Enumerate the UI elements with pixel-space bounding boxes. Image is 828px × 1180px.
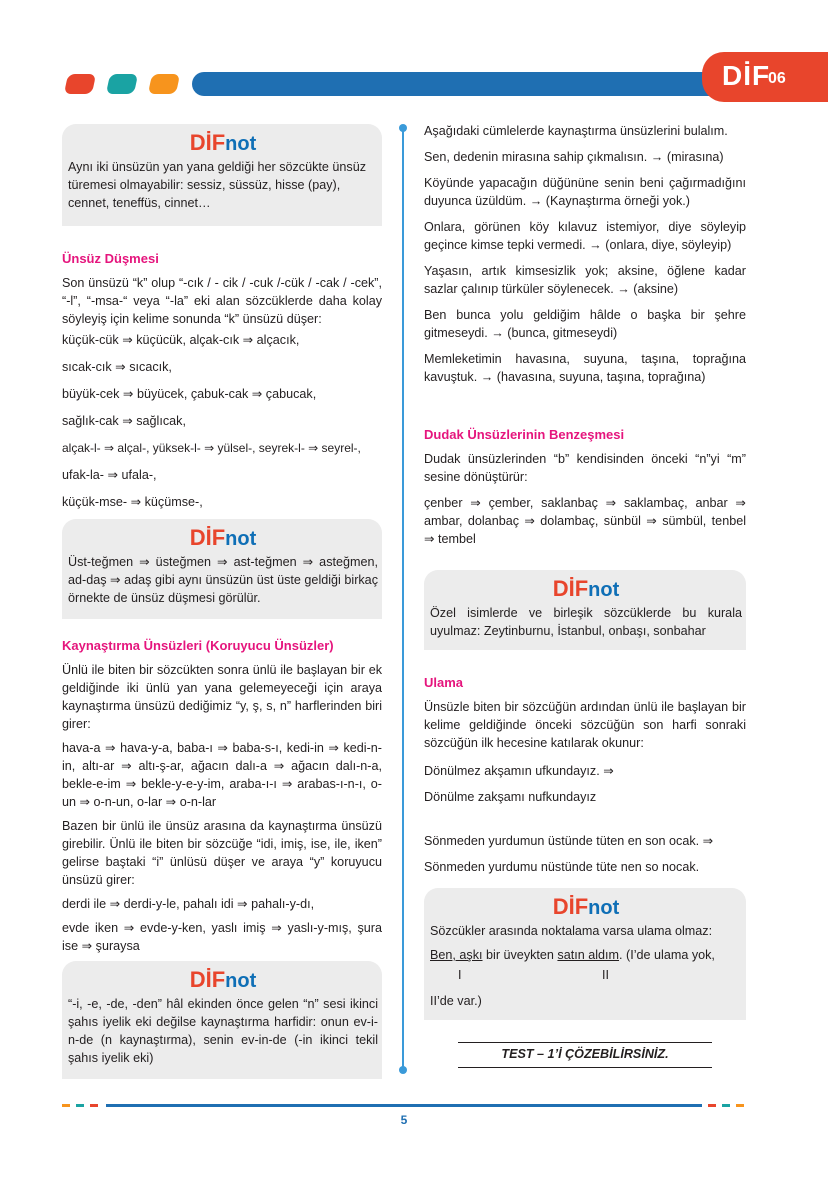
footer-bar	[106, 1104, 702, 1107]
paragraph: çenber ⇒ çember, saklanbaç ⇒ saklambaç, anbar ⇒ ambar, dolanbaç ⇒ dolambaç, sünbül ⇒ sümbül, tenbel ⇒ tembel	[424, 496, 746, 546]
note-box	[62, 519, 382, 619]
example-line: alçak-l- ⇒ alçal-, yüksek-l- ⇒ yülsel-, seyrek-l- ⇒ seyrel-,	[62, 441, 361, 455]
header-bar	[192, 72, 752, 96]
paragraph: hava-a ⇒ hava-y-a, baba-ı ⇒ baba-s-ı, kedi-in ⇒ kedi-n-in, altı-ar ⇒ altı-ş-ar, ağacın dalı-a ⇒ ağacın dalı-n-a, bekle-e-im ⇒ bekle-y-e-y-im, araba-ı-ı ⇒ arabas-ı-n-ı, o-un ⇒ o-n-un, o-lar ⇒ o-n-lar	[62, 741, 382, 809]
example-line: sağlık-cak ⇒ sağlıcak,	[62, 414, 186, 428]
section-title: Kaynaştırma Ünsüzleri (Koruyucu Ünsüzler)	[62, 638, 334, 653]
note-text: Özel isimlerde ve birleşik sözcüklerde bu kurala uyulmaz: Zeytinburnu, İstanbul, onbaşı, sonbahar	[430, 606, 742, 638]
left-column	[62, 124, 382, 1089]
example-line: sıcak-cık ⇒ sıcacık,	[62, 360, 172, 374]
sentence: Yaşasın, artık kimsesizlik yok; aksine, öğlene kadar sazlar çalınıp türküler söylenecek. → (aksine)	[424, 264, 746, 296]
example-phrase-1: Ben, aşkı	[430, 948, 483, 962]
note-box	[424, 570, 746, 650]
header-tab-teal	[106, 74, 138, 94]
note-text: Aynı iki ünsüzün yan yana geldiği her sözcükte ünsüz türemesi olmayabilir: sessiz, süssüz, hisse (pay), cennet, teneffüs, cinnet…	[68, 160, 367, 210]
difnot-logo: DİFnot	[552, 894, 620, 919]
note-box	[62, 961, 382, 1079]
example-line: ufak-la- ⇒ ufala-,	[62, 468, 157, 482]
paragraph: Son ünsüzü “k” olup “-cık / - cik / -cuk /-cük / -cak / -cek”, “-l”, “-msa-“ veya “-la” eki alan sözcüklerde daha kolay söyleyiş için kelime sonunda “k” ünsüzü düşer:	[62, 276, 382, 326]
note-text: Üst-teğmen ⇒ üsteğmen ⇒ ast-teğmen ⇒ asteğmen, ad-daş ⇒ adaş gibi aynı ünsüzün üst üste geldiği birkaç örnekte de ünsüz düşmesi görülür.	[68, 555, 378, 605]
sentence: Onlara, görünen köy kılavuz istemiyor, diye söyleyip geçince kimse tepki vermedi. → (onlara, diye, söyleyip)	[424, 220, 746, 252]
paragraph: Dudak ünsüzlerinden “b” kendisinden önceki “n”yi “m” sesine dönüştürür:	[424, 452, 746, 484]
note-text: “-i, -e, -de, -den” hâl ekinden önce gelen “n” sesi ikinci şahıs iyelik eki değilse kaynaştırma harfidir: onun ev-i-n-de (n kaynaştırma), senin ev-in-de (-in ikinci tekil şahıs iyelik eki)	[68, 997, 378, 1065]
note-box	[62, 124, 382, 226]
test-rule-top	[458, 1042, 712, 1043]
example-line: büyük-cek ⇒ büyücek, çabuk-cak ⇒ çabucak,	[62, 387, 317, 401]
marker-one: I	[458, 968, 462, 982]
example-line: küçük-mse- ⇒ küçümse-,	[62, 495, 203, 509]
roman-markers	[430, 970, 742, 986]
difnot-logo: DİFnot	[189, 525, 257, 550]
example-line: küçük-cük ⇒ küçücük, alçak-cık ⇒ alçacık,	[62, 333, 300, 347]
footer-dash-red	[90, 1104, 98, 1107]
sentence: Ben bunca yolu geldiğim hâlde o başka bir şehre gitmeseydi. → (bunca, gitmeseydi)	[424, 308, 746, 340]
example-line: Dönülmez akşamın ufkundayız. ⇒	[424, 764, 614, 778]
example-phrase-2: satın aldım	[557, 948, 620, 962]
footer-dash-red	[708, 1104, 716, 1107]
header-tab-red	[64, 74, 96, 94]
section-title: Ulama	[424, 675, 464, 690]
page-code: 06	[768, 70, 786, 87]
sentence: Memleketimin havasına, suyuna, taşına, toprağına kavuştuk. → (havasına, suyuna, taşına, toprağına)	[424, 352, 746, 384]
paragraph: Bazen bir ünlü ile ünsüz arasına da kaynaştırma ünsüzü girebilir. Ünlü ile biten bir sözcüğe “idi, imiş, ise, ile, iken” gelirse baştaki “i” ünlüsü düşer ve araya “y” koruyucu ünsüzü girer:	[62, 819, 382, 887]
header-tab-orange	[148, 74, 180, 94]
paragraph: evde iken ⇒ evde-y-ken, yaslı imiş ⇒ yaslı-y-mış, şura ise ⇒ şuraysa	[62, 921, 382, 953]
right-column	[424, 122, 746, 1030]
sentence: Sen, dedenin mirasına sahip çıkmalısın. → (mirasına)	[424, 150, 724, 164]
example-line: Sönmeden yurdumun üstünde tüten en son ocak. ⇒	[424, 834, 714, 848]
footer-dash-teal	[722, 1104, 730, 1107]
section-title: Ünsüz Düşmesi	[62, 251, 159, 266]
note-text: Sözcükler arasında noktalama varsa ulama olmaz:	[430, 924, 713, 938]
divider-dot-bottom	[399, 1066, 407, 1074]
footer-dash-orange	[736, 1104, 744, 1107]
test-rule-bottom	[458, 1067, 712, 1068]
paragraph: Aşağıdaki cümlelerde kaynaştırma ünsüzlerini bulalım.	[424, 124, 728, 138]
header-badge	[702, 52, 828, 102]
difnot-logo: DİFnot	[189, 967, 257, 992]
column-divider	[402, 128, 404, 1070]
marker-two: II	[602, 968, 609, 982]
difnot-logo: DİFnot	[552, 576, 620, 601]
divider-dot-top	[399, 124, 407, 132]
sentence: Köyünde yapacağın düğününe senin beni çağırmadığını duyunca üzüldüm. → (Kaynaştırma örneği yok.)	[424, 176, 746, 208]
note-text: II’de var.)	[430, 994, 482, 1008]
note-box	[424, 888, 746, 1020]
difnot-logo: DİFnot	[189, 130, 257, 155]
section-title: Dudak Ünsüzlerinin Benzeşmesi	[424, 427, 625, 442]
paragraph: Ünlü ile biten bir sözcükten sonra ünlü ile başlayan bir ek geldiğinde iki ünlü yan yana gelemeyeceği için araya kaynaştırma ünsüzü dediğimiz “y, ş, s, n” harflerinden biri girer:	[62, 663, 382, 731]
example-line: Dönülme zakşamı nufkundayız	[424, 790, 597, 804]
page-number: 5	[400, 1113, 408, 1127]
footer-dash-orange	[62, 1104, 70, 1107]
footer-dash-teal	[76, 1104, 84, 1107]
paragraph: Ünsüzle biten bir sözcüğün ardından ünlü ile başlayan bir kelime geldiğinde önceki sözcüğün son harfi sonraki sözcüğün ilk hecesine katılarak okunur:	[424, 700, 746, 750]
test-label: TEST – 1’İ ÇÖZEBİLİRSİNİZ.	[501, 1047, 669, 1061]
note-text-part: bir üveykten	[482, 948, 558, 962]
example-line: Sönmeden yurdumu nüstünde tüte nen so nocak.	[424, 860, 700, 874]
brand-logo: DİF	[722, 60, 771, 91]
note-text-line	[430, 946, 742, 964]
paragraph: derdi ile ⇒ derdi-y-le, pahalı idi ⇒ pahalı-y-dı,	[62, 897, 315, 911]
note-text-part: . (I’de ulama yok,	[619, 948, 715, 962]
